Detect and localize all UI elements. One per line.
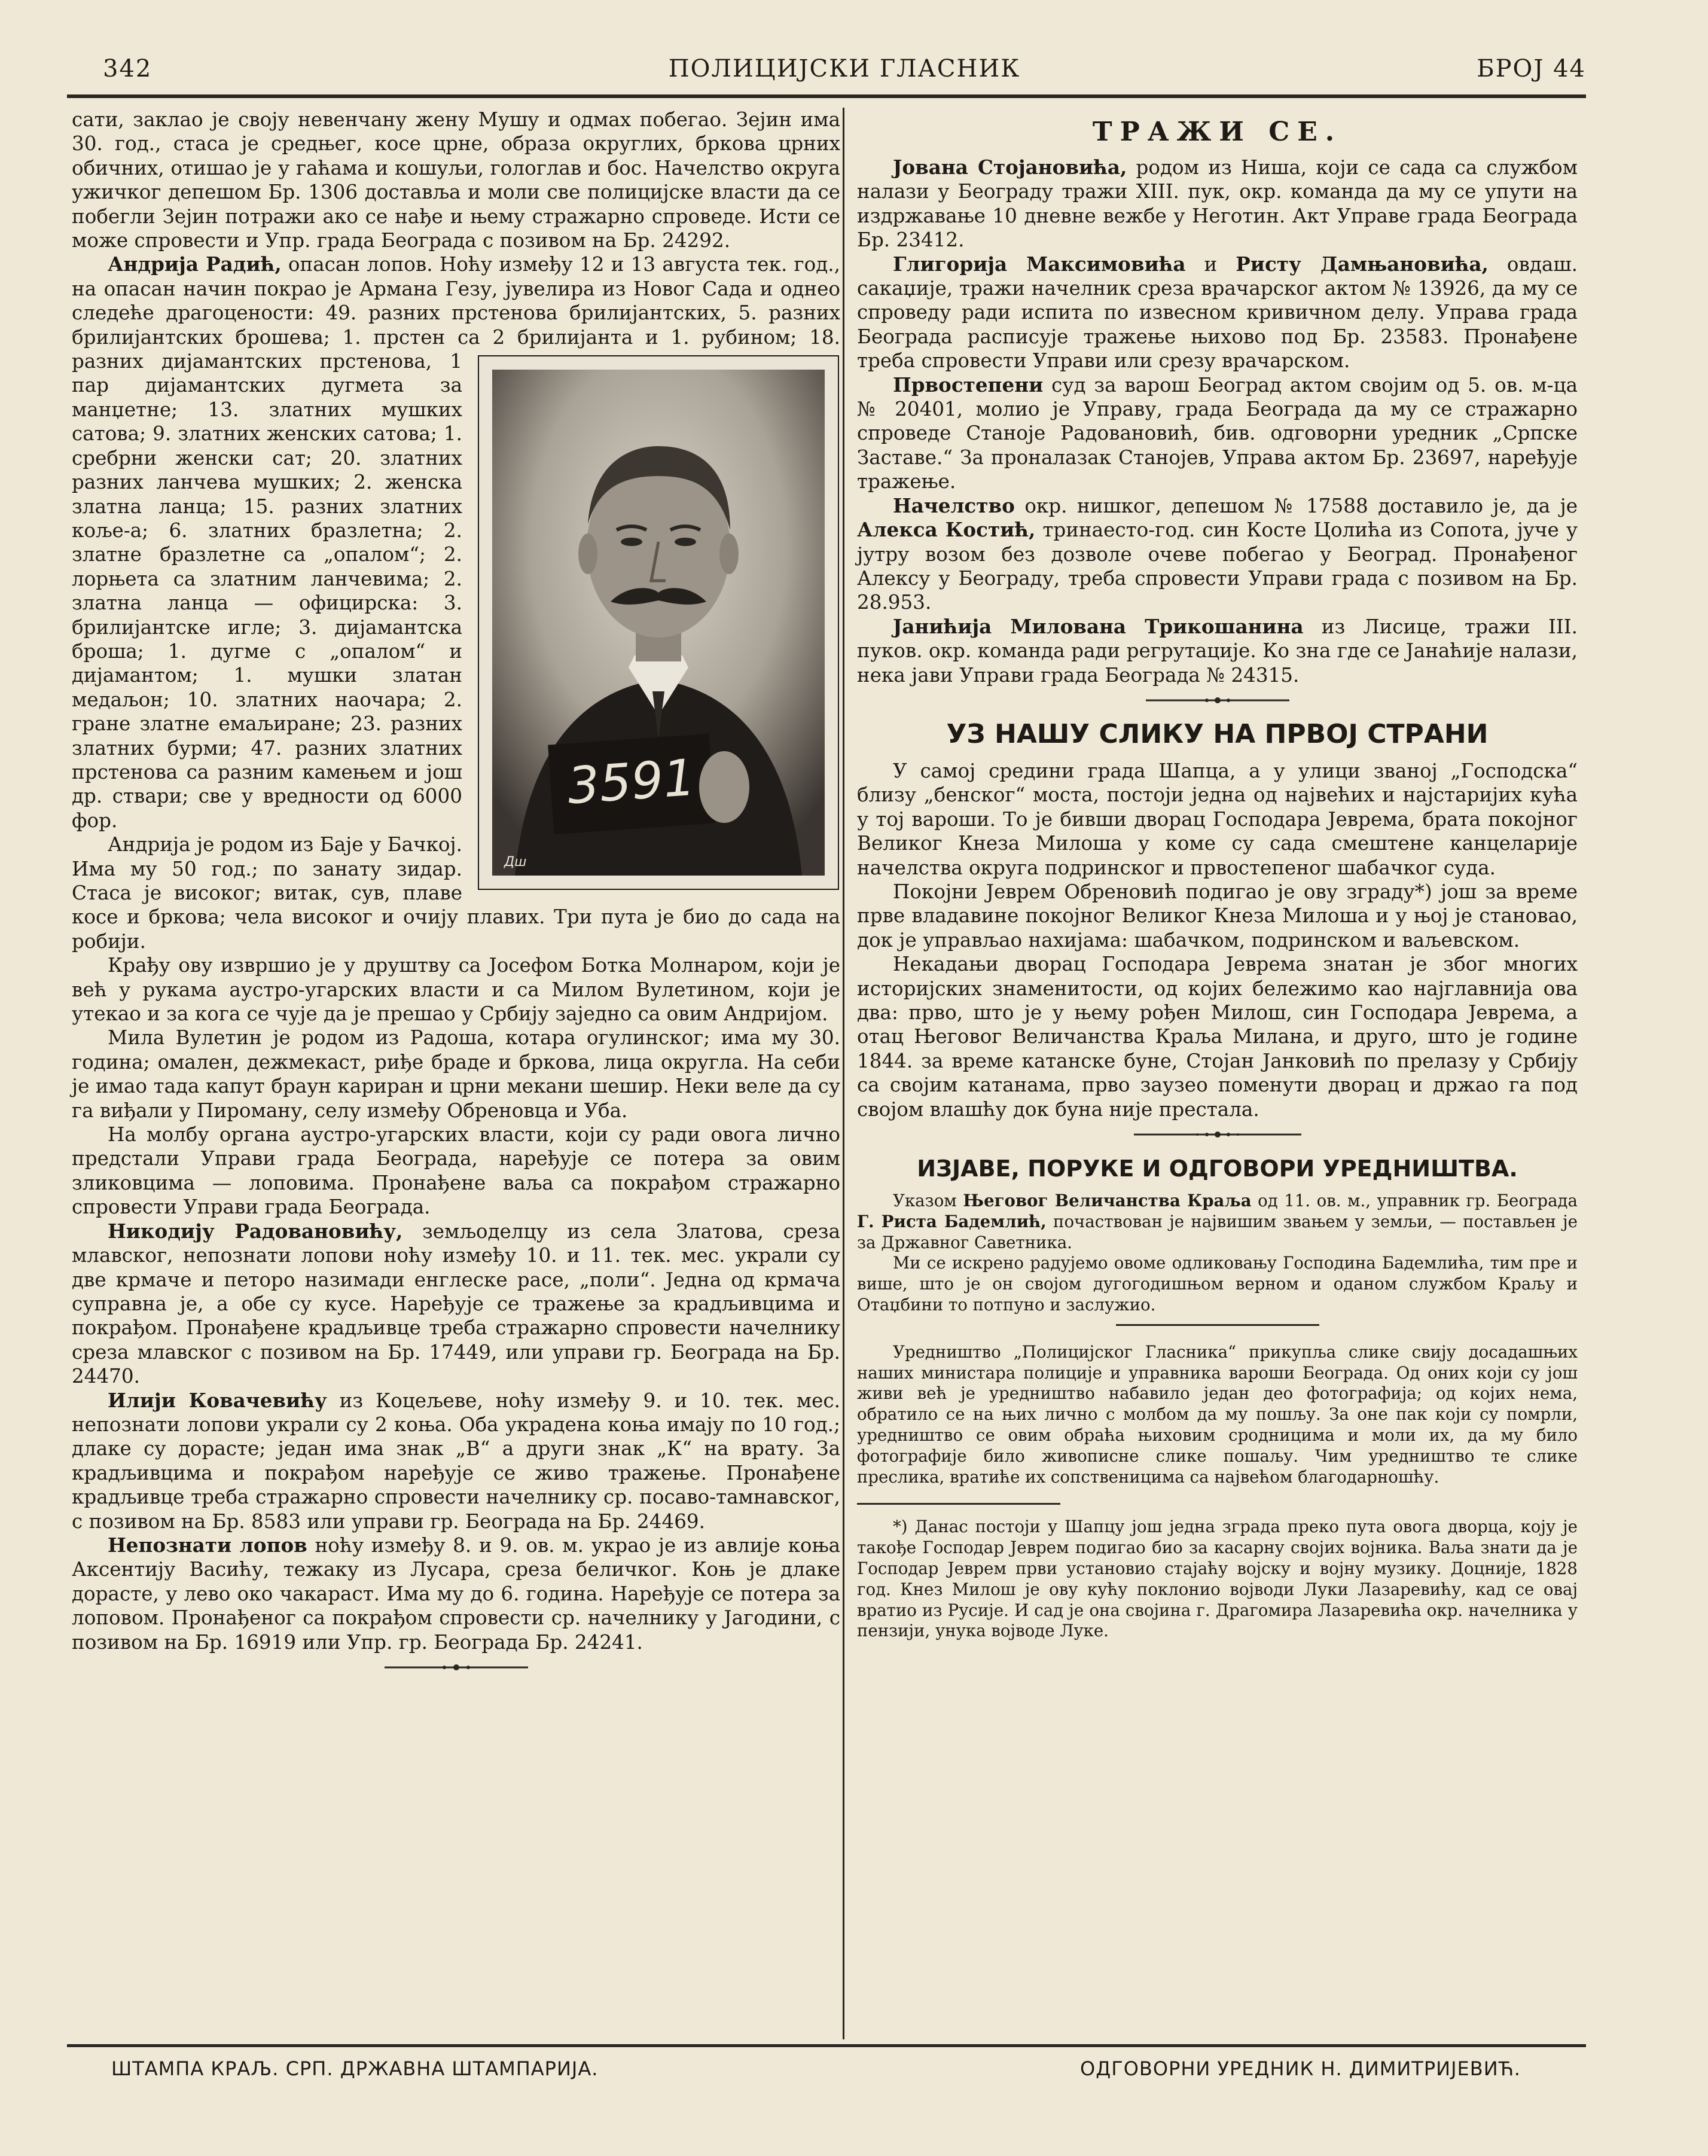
footer-rule: [67, 2044, 1586, 2047]
person-name: Јанићија Милована Трикошанина: [893, 614, 1304, 638]
editorial-photo-request: Уредништво „Полицијског Гласника“ прикупља слике свију досадашњих наших министара полиције и управника вароши Београда. Од оних који су још живи већ је уредништво набавило један део фотографија; од којих нема, обратило се на њих лично с молбом да му пошљу. За оне пак који су помрли, уредништво се овим обраћа њиховим сродницима и моли их, да му било фотографије било живописне слике пошаљу. Чим уредништво те слике преслика, вратиће их сопственицима са највећом благодарношћу.: [857, 1341, 1578, 1487]
running-head: [103, 55, 1586, 97]
article-text: земљоделцу из села Златова, среза млавског, непознати лопови ноћу између 10. и 11. тек. мес. украли су две крмаче и петоро назимади енглеске расе, „поли“. Једна од крмача суправна је, а обе су кусе. Наређује се тражење за крадљивцима и покрађом. Пронађене крадљивце треба стражарно спровести начелнику среза млавског с позивом на Бр. 17449, или управи гр. Београда на Бр. 24470.: [72, 1219, 840, 1388]
editorial-appointment: [857, 1191, 1578, 1253]
printer-imprint: ШТАМПА КРАЉ. СРП. ДРЖАВНА ШТАМПАРИЈА.: [111, 2057, 599, 2080]
wanted-stanoje: [857, 373, 1578, 494]
heading-editorial: ИЗЈАВЕ, ПОРУКЕ И ОДГОВОРИ УРЕДНИШТВА.: [917, 1155, 1518, 1182]
wanted-aleksa: [857, 494, 1578, 615]
person-name: Г. Риста Бадемлић,: [857, 1211, 1047, 1231]
article-text: ноћу између 8. и 9. ов. м. украо је из авлије коња Аксентију Васићу, тежаку из Лусара, среза беличког. Коњ је длаке дорасте, у лево око чакараст. Има му до 6. година. Наређује се потера за лоповом. Пронађеног са покрађом спровести ср. начелнику у Јагодини, с позивом на Бр. 16919 или Упр. гр. Београда Бр. 24241.: [72, 1533, 840, 1654]
article-text-continued: прстенова, 1 пар дијамантских дугмета за манџетне; 13. златних мушких сатова; 9. златних женских сатова; 1. сребрни женски сат; 20. златних разних ланчева мушких; 2. женска златна ланца; 15. разних златних коље-а; 6. златних бразлетна; 2. златне бразлетне са „опалом“; 2. лорњета са златним ланчевима; 2. златна ланца — официрска: 3. брилијантске игле; 3. дијамантска броша; 1. дугме с „опалом“ и дијамантом; 1. мушки златан медаљон; 10. златних наочара; 2. гране златне емаљиране; 23. разних златних бурми; 47. разних златних прстенова са разним камењем и још др. ствари; све у вредности од 6000 фор.: [72, 350, 462, 832]
person-name: Непознати лопов: [108, 1533, 307, 1557]
short-rule: [857, 1324, 1578, 1342]
footnote-rule: [857, 1503, 1060, 1505]
conjunction: и: [1185, 252, 1236, 276]
person-name: Његовог Величанства Краља: [963, 1191, 1252, 1211]
wanted-gligorije-ristu: [857, 252, 1578, 373]
section-ornament: [72, 1655, 840, 1682]
person-name: Илији Ковачевићу: [108, 1388, 327, 1412]
picture-paragraph: Покојни Јеврем Обреновић подигао је ову зграду*) још за време прве владавине покојног Великог Кнеза Милоша и у њој је становао, док је управљао нахијама: шабачком, подринском и ваљевском.: [857, 880, 1578, 952]
picture-paragraph: У самој средини града Шапца, а у улици званој „Господска“ близу „бенског“ моста, постоји једна од највећих и најстаријих кућа у тој вароши. То је бивши дворац Господара Јеврема, брата покојног Великог Кнеза Милоша у коме су сада смештене канцеларије начелства округа подринског и првостепеног шабачког суда.: [857, 759, 1578, 879]
article-nikodije: [72, 1219, 840, 1389]
person-name: Андрија Радић,: [108, 252, 282, 276]
person-name: Никодију Радовановићу,: [108, 1219, 403, 1243]
article-text: почаствован је највишим звањем у земљи, — постављен је за Државног Саветника.: [857, 1211, 1578, 1252]
section-ornament: [857, 1123, 1578, 1149]
person-name: Глигорија Максимовића: [893, 252, 1186, 276]
person-name: Јована Стојановића,: [893, 155, 1127, 179]
editorial-congratulations: Ми се искрено радујемо овоме одликовању Господина Бадемлића, тим пре и више, што је он својом дугогодишњом верном и оданом службом Краљу и Отаџбини то потпуно и заслужио.: [857, 1253, 1578, 1315]
picture-paragraph: Некадањи дворац Господара Јеврема знатан је због многих историјских знаменитости, од којих бележимо као најглавнија ова два: прво, што је у њему рођен Милош, син Господара Јеврема, а отац Његовог Величанства Краља Милана, и друго, што је године 1844. за време катанске буне, Стојан Јанковић по прелазу у Србију са својим катанама, прво заузео поменути дворац и држао га под својом влашћу док буна није престала.: [857, 953, 1578, 1121]
right-column: [857, 108, 1578, 1642]
issue-number: БРОЈ 44: [1477, 55, 1586, 83]
heading-picture: УЗ НАШУ СЛИКУ НА ПРВОЈ СТРАНИ: [946, 718, 1489, 749]
article-text: из Лисице, тражи III. пуков. окр. команда ради регрутације. Ко зна где се Јанаћије налази, нека јави Управи града Београда № 24315.: [857, 615, 1578, 687]
article-zejin-continued: сати, заклао је своју невенчану жену Мушу и одмах побегао. Зејин има 30. год., стаса је средњег, косе црне, образа округлих, бркова црних обичних, отишао је у гаћама и кошуљи, гологлав и бос. Начелство округа ужичког депешом Бр. 1306 доставља и моли све полицијске власти да се побегли Зејин потражи ако се нађе и њему стражарно спроведе. Исти се може спровести и Упр. града Београда с позивом на Бр. 24292.: [72, 108, 840, 252]
header-rule: [67, 94, 1586, 98]
lead-word: Првостепени: [893, 373, 1044, 397]
person-name: Ристу Дамњановића,: [1236, 252, 1489, 276]
page-number: 342: [103, 55, 152, 83]
article-text: овдаш. сакаџије, тражи начелник среза врачарског актом № 13926, да му се спроведу ради испита по извесном кривичном делу. Управа града Београда расписује тражење њихово под Бр. 23583. Пронађене треба спровести Управи или срезу врачарском.: [857, 252, 1578, 373]
section-ornament: [857, 688, 1578, 715]
article-text: тринаесто-год. син Косте Цолића из Сопота, јуче у јутру возом без дозволе очеве побегао у Београд. Пронађеног Алексу у Београду, треба спровести Управи града с позивом на Бр. 28.953.: [857, 519, 1578, 614]
article-text: родом из Ниша, који се сада са службом налази у Београду тражи XIII. пук, окр. команда да му се упути на издржавање 10 дневне вежбе у Неготин. Акт Управе града Београда Бр. 23412.: [857, 156, 1578, 252]
article-text: из Коцељеве, ноћу између 9. и 10. тек. мес. непознати лопови украли су 2 коња. Оба украдена коња имају по 10 год.; длаке су дорасте; један има знак „В“ а други знак „К“ на врату. За крадљивцима и покрађом наређује се живо тражење. Пронађене крадљивце треба стражарно спровести начелнику ср. посаво-тамнавског, с позивом на Бр. 8583 или управи гр. Београда на Бр. 24469.: [72, 1389, 840, 1533]
wanted-jovan: [857, 155, 1578, 252]
person-name: Алекса Костић,: [857, 518, 1036, 542]
left-column: [72, 108, 840, 1685]
article-unknown-thief: [72, 1533, 840, 1654]
column-divider: [843, 108, 844, 2039]
lead-word: Начелство: [893, 493, 1015, 517]
article-andrija-description: Андрија је родом из Баје у Бачкој. Има му 50 год.; по занату зидар. Стаса је високог; витак, сув, плаве косе и бркова; чела високог и очију плавих. Три пута је био до сада на робији.: [72, 833, 840, 953]
article-mila-vuletin: Мила Вулетин је родом из Радоша, котара огулинског; има му 30. година; омален, дежмекаст, риђе браде и бркова, лица округла. На себи је имао тада капут браун кариран и црни мекани шешир. Неки веле да су га виђали у Пироману, селу између Обреновца и Уба.: [72, 1026, 840, 1122]
mugshot-photo: [478, 355, 839, 890]
article-text: окр. нишког, депешом № 17588 доставило је, да је: [1014, 494, 1578, 517]
placard-number: 3591: [565, 748, 697, 816]
article-text: суд за варош Београд актом својим од 5. ов. м-ца № 20401, молио је Управу, града Београда да му се стражарно спроведе Станоје Радовановић, бив. одговорни уредник „Српске Заставе.“ За проналазак Станојев, Управа актом Бр. 23697, наређује тражење.: [857, 373, 1578, 493]
article-text: од 11. ов. м., управник гр. Београда: [1251, 1191, 1578, 1211]
article-andrija-accomplices: Крађу ову извршио је у друштву са Јосефом Ботка Молнаром, који је већ у рукама аустро-угарских власти и са Милом Вулетином, који је утекао и за кога се чује да је прешао у Србију заједно са овим Андријом.: [72, 954, 840, 1026]
wanted-janicije: [857, 615, 1578, 687]
editor-imprint: ОДГОВОРНИ УРЕДНИК Н. ДИМИТРИЈЕВИЋ.: [1080, 2057, 1521, 2080]
article-text: Указом: [893, 1191, 963, 1211]
footnote: *) Данас постоји у Шапцу још једна зграда преко пута овога дворца, коју је такође Господар Јеврем подигао био за касарну својих војника. Ваља знати да је Господар Јеврем први установио стајаћу војску и војну музику. Доцније, 1828 год. Кнез Милош је ову кућу поклонио војводи Луки Лазаревићу, кад се овај вратио из Русије. И сад је она својина г. Драгомира Лазаревића окр. начелника у пензији, унука војводе Луке.: [857, 1517, 1578, 1641]
article-text: опасан лопов. Ноћу између 12 и 13 августа тек. год., на опасан начин покрао је Армана Гезу, јувелира из Новог Сада и однео следеће драгоцености: 49. разних прстенова брилијантских, 5. разних брилијантских брошева; 1. прстен са 2 брилијанта и 1. рубином; 18. разних дијамантских: [72, 253, 840, 373]
article-ilija: [72, 1389, 840, 1533]
article-pursuit-order: На молбу органа аустро-угарских власти, који су ради овога лично предстали Управи града Београда, наређује се потера за овим зликовцима — лоповима. Пронађене ваља са покрађом стражарно спровести Управи града Београда.: [72, 1123, 840, 1219]
photographer-signature: Дш: [504, 855, 527, 870]
heading-wanted: ТРАЖИ СЕ.: [1092, 117, 1343, 147]
publication-title: ПОЛИЦИЈСКИ ГЛАСНИК: [668, 55, 1021, 83]
